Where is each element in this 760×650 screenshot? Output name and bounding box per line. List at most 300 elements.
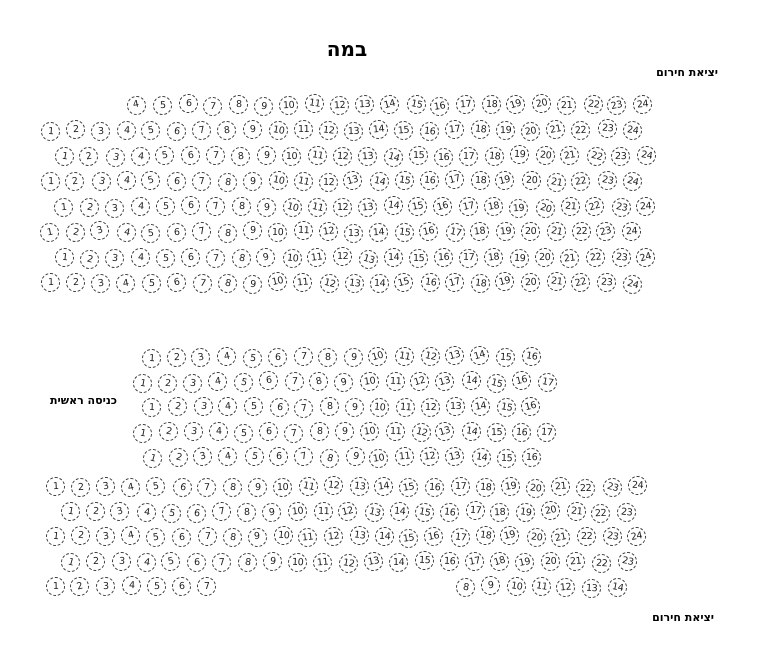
seat[interactable] xyxy=(104,198,125,219)
seat[interactable] xyxy=(309,371,329,391)
seat[interactable] xyxy=(584,196,604,216)
seat[interactable] xyxy=(267,272,287,292)
seat[interactable] xyxy=(541,552,560,571)
seat[interactable] xyxy=(419,222,438,241)
seat[interactable] xyxy=(211,553,231,573)
seat[interactable] xyxy=(313,553,333,573)
seat[interactable] xyxy=(172,577,191,596)
seat[interactable] xyxy=(343,223,363,243)
seat[interactable] xyxy=(197,478,217,498)
seat[interactable] xyxy=(476,478,495,497)
seat[interactable] xyxy=(253,96,274,117)
seat[interactable] xyxy=(318,221,338,241)
seat[interactable] xyxy=(396,398,415,417)
seat[interactable] xyxy=(66,273,86,293)
seat[interactable] xyxy=(355,95,374,114)
seat[interactable] xyxy=(551,476,571,496)
seat[interactable] xyxy=(243,397,263,417)
seat[interactable] xyxy=(168,448,188,468)
seat[interactable] xyxy=(334,373,353,392)
seat[interactable] xyxy=(161,503,181,523)
seat[interactable] xyxy=(167,348,186,367)
seat[interactable] xyxy=(445,119,465,139)
seat[interactable] xyxy=(535,248,555,268)
seat[interactable] xyxy=(398,528,418,548)
seat[interactable] xyxy=(521,346,541,366)
seat[interactable] xyxy=(374,476,394,496)
seat[interactable] xyxy=(603,527,622,546)
seat[interactable] xyxy=(142,274,161,293)
seat[interactable] xyxy=(581,578,601,598)
seat[interactable] xyxy=(576,478,596,498)
seat[interactable] xyxy=(627,476,647,496)
seat[interactable] xyxy=(611,198,631,218)
seat[interactable] xyxy=(512,423,532,443)
seat[interactable] xyxy=(146,528,165,547)
seat[interactable] xyxy=(95,527,115,547)
seat[interactable] xyxy=(411,423,431,443)
seat[interactable] xyxy=(70,576,90,596)
seat[interactable] xyxy=(283,249,302,268)
seat[interactable] xyxy=(462,422,481,441)
seat[interactable] xyxy=(90,121,110,141)
seat[interactable] xyxy=(385,421,405,441)
seat[interactable] xyxy=(338,502,357,521)
seat[interactable] xyxy=(586,147,605,166)
seat[interactable] xyxy=(218,396,238,416)
seat[interactable] xyxy=(394,121,414,141)
seat[interactable] xyxy=(394,272,414,292)
seat[interactable] xyxy=(80,198,99,217)
seat[interactable] xyxy=(110,502,129,521)
seat[interactable] xyxy=(111,551,131,571)
seat[interactable] xyxy=(434,248,453,267)
seat[interactable] xyxy=(181,196,201,216)
seat[interactable] xyxy=(293,398,313,418)
seat[interactable] xyxy=(637,145,657,165)
seat[interactable] xyxy=(424,527,443,546)
seat[interactable] xyxy=(450,528,469,547)
seat[interactable] xyxy=(622,274,642,294)
seat[interactable] xyxy=(234,373,254,393)
seat[interactable] xyxy=(136,553,156,573)
seat[interactable] xyxy=(140,223,161,244)
seat[interactable] xyxy=(622,221,642,241)
seat[interactable] xyxy=(242,119,262,139)
seat[interactable] xyxy=(309,421,329,441)
seat[interactable] xyxy=(471,274,490,293)
seat[interactable] xyxy=(602,478,622,498)
seat[interactable] xyxy=(395,171,415,191)
seat[interactable] xyxy=(395,447,415,467)
seat[interactable] xyxy=(546,120,565,139)
seat[interactable] xyxy=(238,553,258,573)
seat[interactable] xyxy=(191,348,210,367)
seat[interactable] xyxy=(258,371,278,391)
seat[interactable] xyxy=(147,577,167,597)
seat[interactable] xyxy=(607,96,626,115)
seat[interactable] xyxy=(141,348,161,368)
seat[interactable] xyxy=(369,223,388,242)
seat[interactable] xyxy=(323,527,342,546)
seat[interactable] xyxy=(141,121,161,141)
seat[interactable] xyxy=(420,273,439,292)
seat[interactable] xyxy=(557,96,577,116)
seat[interactable] xyxy=(626,526,646,546)
seat[interactable] xyxy=(232,249,251,268)
seat[interactable] xyxy=(561,197,581,217)
seat[interactable] xyxy=(496,121,515,140)
seat[interactable] xyxy=(191,221,211,241)
seat[interactable] xyxy=(433,147,453,167)
seat[interactable] xyxy=(459,147,479,167)
seat[interactable] xyxy=(349,526,369,546)
seat[interactable] xyxy=(232,197,251,216)
seat[interactable] xyxy=(617,503,637,523)
seat[interactable] xyxy=(116,223,136,243)
seat[interactable] xyxy=(521,221,541,241)
seat[interactable] xyxy=(540,501,560,521)
seat[interactable] xyxy=(471,448,491,468)
seat[interactable] xyxy=(406,95,425,114)
seat[interactable] xyxy=(577,526,597,546)
seat[interactable] xyxy=(370,398,390,418)
seat[interactable] xyxy=(318,172,339,193)
seat[interactable] xyxy=(70,478,89,497)
seat[interactable] xyxy=(186,553,206,573)
seat[interactable] xyxy=(269,398,289,418)
seat[interactable] xyxy=(54,147,74,167)
seat[interactable] xyxy=(364,503,384,523)
seat[interactable] xyxy=(65,120,84,139)
seat[interactable] xyxy=(319,274,338,293)
seat[interactable] xyxy=(242,274,263,295)
seat[interactable] xyxy=(65,171,84,190)
seat[interactable] xyxy=(191,172,211,192)
seat[interactable] xyxy=(527,528,546,547)
seat[interactable] xyxy=(559,249,579,269)
seat[interactable] xyxy=(183,373,203,393)
seat[interactable] xyxy=(537,423,557,443)
seat[interactable] xyxy=(85,551,105,571)
seat[interactable] xyxy=(482,95,501,114)
seat[interactable] xyxy=(142,448,162,468)
seat[interactable] xyxy=(571,121,591,141)
seat[interactable] xyxy=(269,446,289,466)
seat[interactable] xyxy=(511,371,531,391)
seat[interactable] xyxy=(344,348,364,368)
seat[interactable] xyxy=(560,146,579,165)
seat[interactable] xyxy=(319,397,338,416)
seat[interactable] xyxy=(155,146,175,166)
seat[interactable] xyxy=(486,423,505,442)
seat[interactable] xyxy=(155,249,175,269)
seat[interactable] xyxy=(155,196,175,216)
seat[interactable] xyxy=(218,447,237,466)
seat[interactable] xyxy=(171,528,191,548)
seat[interactable] xyxy=(318,348,338,368)
seat[interactable] xyxy=(282,147,301,166)
seat[interactable] xyxy=(293,272,313,292)
seat[interactable] xyxy=(556,578,575,597)
seat[interactable] xyxy=(490,503,510,523)
seat[interactable] xyxy=(469,345,490,366)
seat[interactable] xyxy=(293,447,313,467)
seat[interactable] xyxy=(635,247,655,267)
seat[interactable] xyxy=(636,197,656,217)
seat[interactable] xyxy=(192,447,212,467)
seat[interactable] xyxy=(259,422,279,442)
seat[interactable] xyxy=(484,197,503,216)
seat[interactable] xyxy=(507,577,526,596)
seat[interactable] xyxy=(597,119,617,139)
seat[interactable] xyxy=(293,347,313,367)
seat[interactable] xyxy=(294,172,314,192)
seat[interactable] xyxy=(54,198,74,218)
seat[interactable] xyxy=(344,398,364,418)
seat[interactable] xyxy=(324,476,344,496)
seat[interactable] xyxy=(444,346,464,366)
seat[interactable] xyxy=(546,172,566,192)
seat[interactable] xyxy=(538,373,557,392)
seat[interactable] xyxy=(61,502,80,521)
seat[interactable] xyxy=(440,502,459,521)
seat[interactable] xyxy=(369,120,389,140)
seat[interactable] xyxy=(247,478,267,498)
seat[interactable] xyxy=(414,551,434,571)
seat[interactable] xyxy=(39,223,59,243)
seat[interactable] xyxy=(203,96,223,116)
seat[interactable] xyxy=(456,95,475,114)
seat[interactable] xyxy=(343,170,363,190)
seat[interactable] xyxy=(506,94,526,114)
seat[interactable] xyxy=(216,346,236,366)
seat[interactable] xyxy=(79,147,98,166)
seat[interactable] xyxy=(193,397,213,417)
seat[interactable] xyxy=(90,274,110,294)
seat[interactable] xyxy=(547,271,568,292)
seat[interactable] xyxy=(383,196,403,216)
seat[interactable] xyxy=(419,121,440,142)
seat[interactable] xyxy=(495,348,515,368)
seat[interactable] xyxy=(446,397,466,417)
seat[interactable] xyxy=(332,247,352,267)
seat[interactable] xyxy=(633,95,652,114)
seat[interactable] xyxy=(178,94,198,114)
seat[interactable] xyxy=(257,145,277,165)
seat[interactable] xyxy=(308,146,327,165)
seat[interactable] xyxy=(458,196,478,216)
seat[interactable] xyxy=(430,96,450,116)
seat[interactable] xyxy=(409,248,428,267)
seat[interactable] xyxy=(531,93,552,114)
seat[interactable] xyxy=(421,398,440,417)
seat[interactable] xyxy=(105,147,125,167)
seat[interactable] xyxy=(357,198,376,217)
seat[interactable] xyxy=(116,121,136,141)
seat[interactable] xyxy=(284,372,303,391)
seat[interactable] xyxy=(268,121,288,141)
seat[interactable] xyxy=(535,146,554,165)
seat[interactable] xyxy=(193,274,212,293)
seat[interactable] xyxy=(132,423,152,443)
seat[interactable] xyxy=(571,172,591,192)
seat[interactable] xyxy=(487,373,507,393)
seat[interactable] xyxy=(279,96,299,116)
seat[interactable] xyxy=(293,120,312,139)
seat[interactable] xyxy=(256,198,276,218)
seat[interactable] xyxy=(591,503,611,523)
seat[interactable] xyxy=(509,198,529,218)
seat[interactable] xyxy=(152,96,171,115)
seat[interactable] xyxy=(66,223,85,242)
seat[interactable] xyxy=(369,448,389,468)
seat[interactable] xyxy=(521,396,541,416)
seat[interactable] xyxy=(205,196,225,216)
seat[interactable] xyxy=(288,552,307,571)
seat[interactable] xyxy=(222,528,242,548)
seat[interactable] xyxy=(161,552,181,572)
seat[interactable] xyxy=(217,172,237,192)
seat[interactable] xyxy=(611,248,631,268)
seat[interactable] xyxy=(358,146,377,165)
seat[interactable] xyxy=(424,478,444,498)
seat[interactable] xyxy=(180,248,200,268)
seat[interactable] xyxy=(268,222,287,241)
seat[interactable] xyxy=(243,220,264,241)
seat[interactable] xyxy=(217,223,237,243)
seat[interactable] xyxy=(307,248,327,268)
seat[interactable] xyxy=(598,171,617,190)
seat[interactable] xyxy=(167,172,186,191)
seat[interactable] xyxy=(465,501,485,521)
seat[interactable] xyxy=(368,346,388,366)
seat[interactable] xyxy=(591,553,611,573)
seat[interactable] xyxy=(282,198,302,218)
seat[interactable] xyxy=(248,528,267,547)
seat[interactable] xyxy=(597,273,616,292)
seat[interactable] xyxy=(217,121,237,141)
seat[interactable] xyxy=(359,371,379,391)
seat[interactable] xyxy=(130,248,150,268)
seat[interactable] xyxy=(358,249,378,269)
seat[interactable] xyxy=(146,477,165,496)
seat[interactable] xyxy=(231,147,251,167)
seat[interactable] xyxy=(116,170,136,190)
seat[interactable] xyxy=(45,476,65,496)
seat[interactable] xyxy=(333,147,352,166)
seat[interactable] xyxy=(242,348,262,368)
seat[interactable] xyxy=(313,502,333,522)
seat[interactable] xyxy=(329,96,349,116)
seat[interactable] xyxy=(471,120,490,139)
seat[interactable] xyxy=(283,423,303,443)
seat[interactable] xyxy=(420,171,440,191)
seat[interactable] xyxy=(208,371,228,391)
seat[interactable] xyxy=(585,247,605,267)
seat[interactable] xyxy=(172,478,192,498)
seat[interactable] xyxy=(116,273,135,292)
seat[interactable] xyxy=(495,171,515,191)
seat[interactable] xyxy=(374,526,394,546)
seat[interactable] xyxy=(191,121,210,140)
seat[interactable] xyxy=(444,272,464,292)
seat[interactable] xyxy=(363,552,382,571)
seat[interactable] xyxy=(344,274,364,294)
seat[interactable] xyxy=(470,170,490,190)
seat[interactable] xyxy=(222,478,242,498)
seat[interactable] xyxy=(476,526,496,546)
seat[interactable] xyxy=(197,576,217,596)
seat[interactable] xyxy=(433,196,453,216)
seat[interactable] xyxy=(167,121,187,141)
seat[interactable] xyxy=(465,552,485,572)
seat[interactable] xyxy=(263,552,282,571)
seat[interactable] xyxy=(96,577,115,596)
seat[interactable] xyxy=(130,147,150,167)
seat[interactable] xyxy=(298,528,318,548)
seat[interactable] xyxy=(596,222,615,241)
seat[interactable] xyxy=(444,170,464,190)
seat[interactable] xyxy=(299,477,318,496)
seat[interactable] xyxy=(445,223,465,243)
seat[interactable] xyxy=(339,553,359,573)
seat[interactable] xyxy=(256,248,276,268)
seat[interactable] xyxy=(510,145,530,165)
seat[interactable] xyxy=(273,526,293,546)
seat[interactable] xyxy=(237,503,257,523)
seat[interactable] xyxy=(183,421,203,441)
seat[interactable] xyxy=(91,172,111,192)
seat[interactable] xyxy=(389,553,408,572)
seat[interactable] xyxy=(168,397,187,416)
seat[interactable] xyxy=(607,578,627,598)
seat[interactable] xyxy=(197,526,217,546)
seat[interactable] xyxy=(480,575,501,596)
seat[interactable] xyxy=(500,477,520,497)
seat[interactable] xyxy=(166,223,186,243)
seat[interactable] xyxy=(71,526,91,546)
seat[interactable] xyxy=(495,272,515,292)
seat[interactable] xyxy=(567,501,587,521)
seat[interactable] xyxy=(571,273,590,292)
seat[interactable] xyxy=(127,96,146,115)
seat[interactable] xyxy=(399,478,419,498)
seat[interactable] xyxy=(420,447,439,466)
seat[interactable] xyxy=(410,371,430,391)
seat[interactable] xyxy=(208,421,228,441)
seat[interactable] xyxy=(40,171,59,190)
seat[interactable] xyxy=(435,371,455,391)
seat[interactable] xyxy=(131,197,150,216)
seat[interactable] xyxy=(206,146,225,165)
seat[interactable] xyxy=(288,502,307,521)
seat[interactable] xyxy=(273,478,292,497)
seat[interactable] xyxy=(40,273,60,293)
seat[interactable] xyxy=(611,146,630,165)
seat[interactable] xyxy=(137,503,156,522)
seat[interactable] xyxy=(459,249,478,268)
seat[interactable] xyxy=(516,503,535,522)
seat[interactable] xyxy=(395,223,415,243)
seat[interactable] xyxy=(157,373,177,393)
seat[interactable] xyxy=(211,501,231,521)
seat[interactable] xyxy=(61,553,81,573)
seat[interactable] xyxy=(520,121,540,141)
seat[interactable] xyxy=(435,421,455,441)
seat[interactable] xyxy=(218,274,238,294)
seat[interactable] xyxy=(408,196,428,216)
